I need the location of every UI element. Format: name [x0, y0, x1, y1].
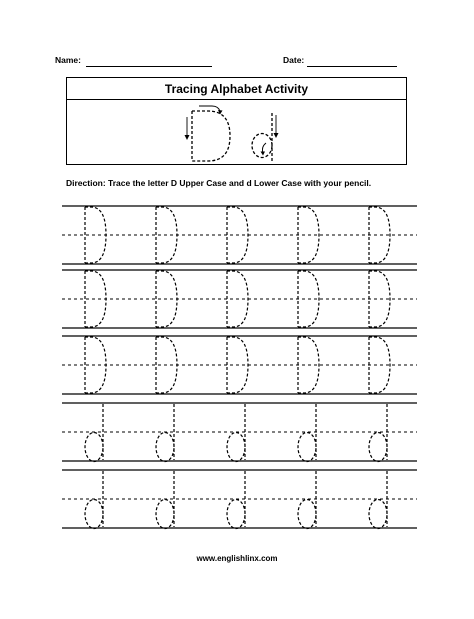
trace-letter-lowercase-d	[369, 404, 387, 462]
tracing-row	[62, 336, 417, 394]
trace-letter-lowercase-d	[298, 404, 316, 462]
tracing-row	[62, 403, 417, 462]
tracing-row	[62, 270, 417, 328]
footer-website: www.englishlinx.com	[196, 554, 278, 563]
trace-letter-lowercase-d	[369, 471, 387, 528]
date-label: Date:	[283, 55, 305, 65]
trace-letter-lowercase-d	[227, 471, 245, 528]
direction-text: Direction: Trace the letter D Upper Case and d Lower Case with your pencil.	[66, 178, 372, 188]
trace-letter-lowercase-d	[85, 404, 103, 462]
trace-letter-lowercase-d	[298, 471, 316, 528]
tracing-row	[62, 470, 417, 528]
page-title: Tracing Alphabet Activity	[164, 82, 309, 96]
name-label: Name:	[55, 55, 81, 65]
trace-letter-lowercase-d	[156, 471, 174, 528]
trace-letter-lowercase-d	[227, 404, 245, 462]
tracing-row	[62, 206, 417, 264]
trace-letter-lowercase-d	[156, 404, 174, 462]
trace-letter-lowercase-d	[85, 471, 103, 528]
